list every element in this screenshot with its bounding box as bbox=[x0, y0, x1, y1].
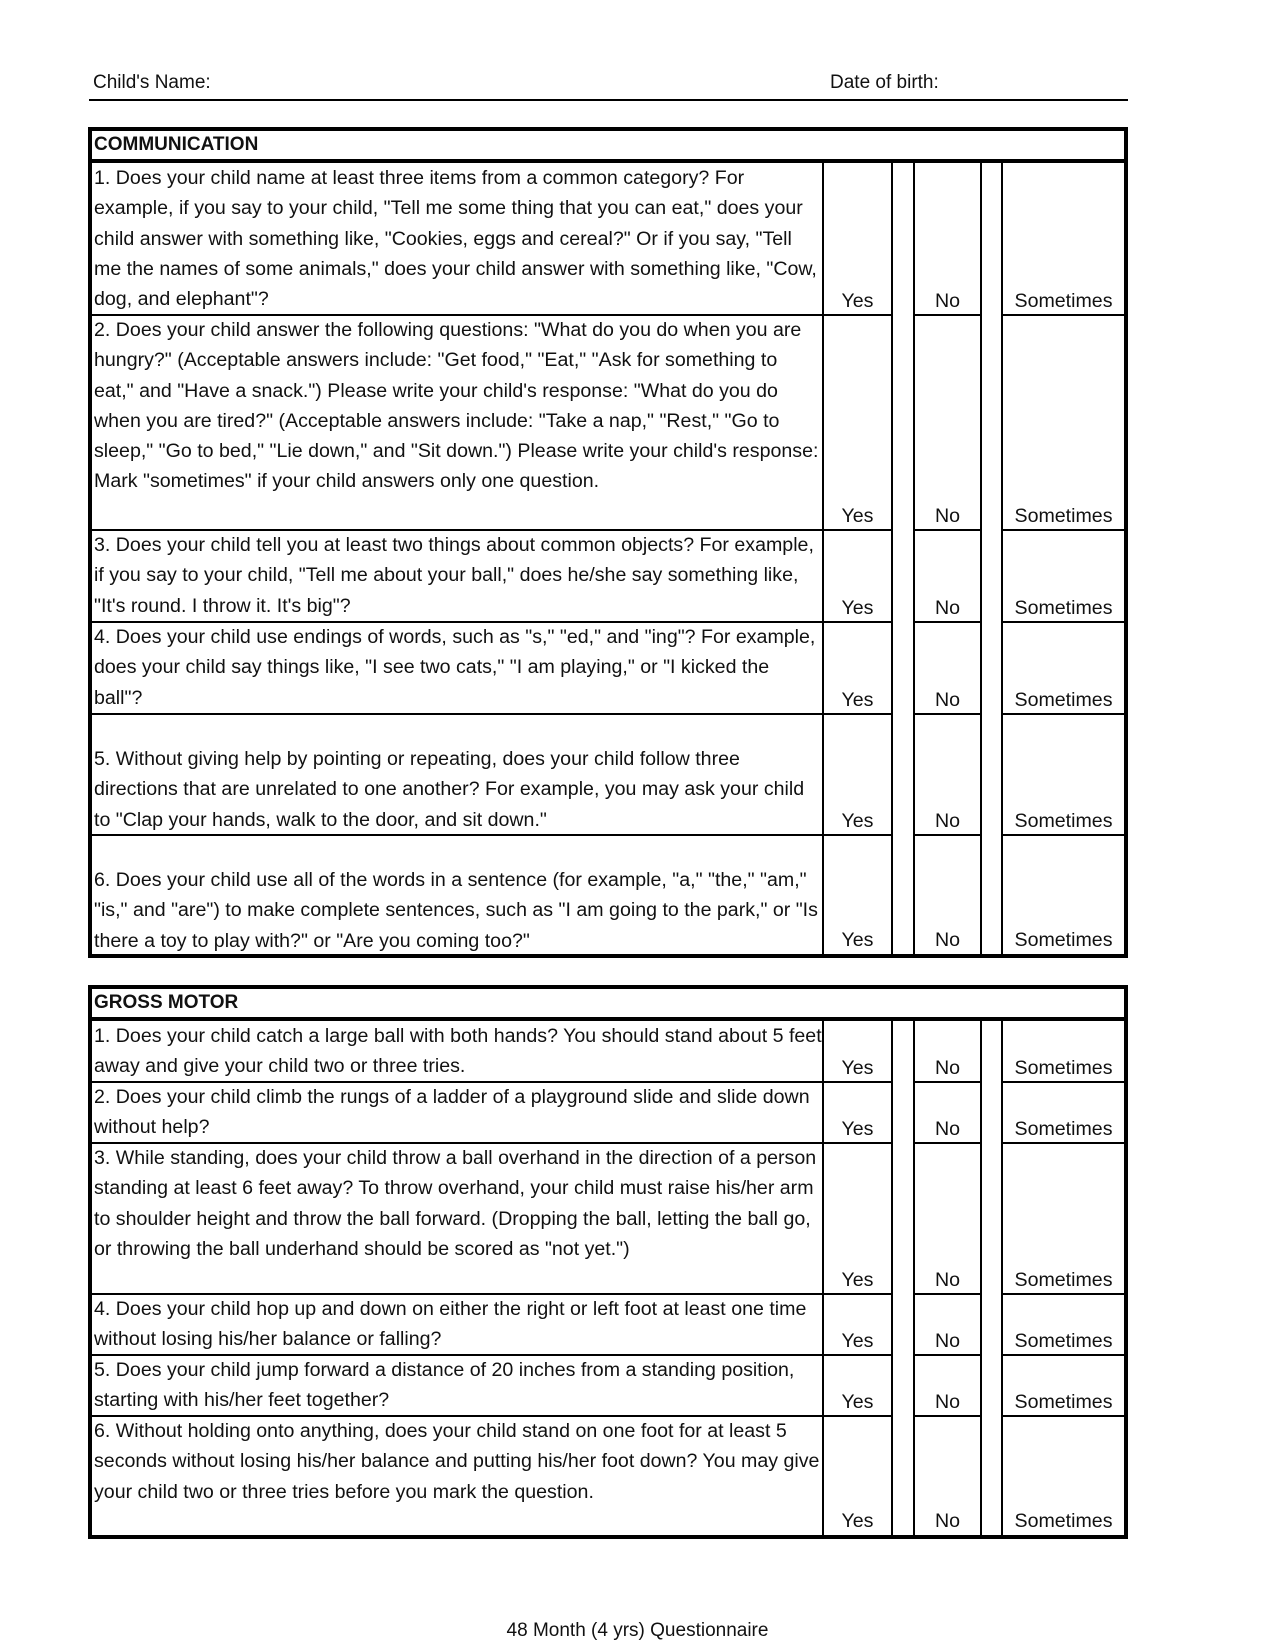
question-row bbox=[92, 315, 1124, 530]
question-row bbox=[92, 622, 1124, 714]
question-text: 4. Does your child use endings of words, such as "s," "ed," and "ing"? For example, does your child say things like, "I see two cats," "I am playing," or "I kicked the ball"? bbox=[92, 622, 824, 714]
question-text: 2. Does your child climb the rungs of a ladder of a playground slide and slide down without help? bbox=[92, 1082, 824, 1143]
answer-sometimes[interactable]: Sometimes bbox=[1001, 714, 1124, 835]
answer-sometimes[interactable]: Sometimes bbox=[1001, 1021, 1124, 1082]
question-text: 4. Does your child hop up and down on either the right or left foot at least one time without losing his/her balance or falling? bbox=[92, 1294, 824, 1355]
section-gross-motor bbox=[88, 985, 1128, 1539]
child-name-label: Child's Name: bbox=[93, 72, 211, 93]
question-text: 1. Does your child name at least three items from a common category? For example, if you say to your child, "Tell me some thing that you can eat," does your child answer with something like, "Cookies, eggs and cereal?" Or if you say, "Tell me the names of some animals," does your child answer with something like, "Cow, dog, and elephant"? bbox=[92, 163, 824, 315]
answer-no[interactable]: No bbox=[913, 714, 982, 835]
answer-yes[interactable]: Yes bbox=[824, 315, 893, 530]
answer-no[interactable]: No bbox=[913, 1416, 982, 1535]
answer-no[interactable]: No bbox=[913, 315, 982, 530]
answer-yes[interactable]: Yes bbox=[824, 163, 893, 315]
question-row bbox=[92, 714, 1124, 835]
question-text: 2. Does your child answer the following questions: "What do you do when you are hungry?" (Acceptable answers include: "Get food," "Eat," "Ask for something to eat," and "Have a snack.") Please write your child's response: "What do you do when you are tired?" (Acceptable answers include: "Take a nap," "Rest," "Go to sleep," "Go to bed," "Lie down," and "Sit down.") Please write your child's response: Mark "sometimes" if your child answers only one question. bbox=[92, 315, 824, 530]
question-text: 6. Without holding onto anything, does your child stand on one foot for at least 5 seconds without losing his/her balance and putting his/her foot down? You may give your child two or three tries before you mark the question. bbox=[92, 1416, 824, 1535]
answer-no[interactable]: No bbox=[913, 1143, 982, 1294]
answer-sometimes[interactable]: Sometimes bbox=[1001, 835, 1124, 954]
answer-no[interactable]: No bbox=[913, 1021, 982, 1082]
answer-no[interactable]: No bbox=[913, 163, 982, 315]
section-title: GROSS MOTOR bbox=[92, 989, 1124, 1021]
answer-sometimes[interactable]: Sometimes bbox=[1001, 1143, 1124, 1294]
question-row bbox=[92, 163, 1124, 315]
question-text: 1. Does your child catch a large ball with both hands? You should stand about 5 feet away and give your child two or three tries. bbox=[92, 1021, 824, 1082]
section-communication bbox=[88, 127, 1128, 958]
answer-yes[interactable]: Yes bbox=[824, 1082, 893, 1143]
answer-yes[interactable]: Yes bbox=[824, 835, 893, 954]
question-row bbox=[92, 1082, 1124, 1143]
answer-sometimes[interactable]: Sometimes bbox=[1001, 163, 1124, 315]
answer-yes[interactable]: Yes bbox=[824, 622, 893, 714]
page-footer-title: 48 Month (4 yrs) Questionnaire bbox=[506, 1620, 769, 1641]
answer-no[interactable]: No bbox=[913, 835, 982, 954]
answer-yes[interactable]: Yes bbox=[824, 714, 893, 835]
question-text: 3. Does your child tell you at least two things about common objects? For example, if you say to your child, "Tell me about your ball," does he/she say something like, "It's round. I throw it. It's big"? bbox=[92, 530, 824, 622]
question-row bbox=[92, 1416, 1124, 1535]
answer-sometimes[interactable]: Sometimes bbox=[1001, 315, 1124, 530]
question-row bbox=[92, 1021, 1124, 1082]
answer-no[interactable]: No bbox=[913, 1082, 982, 1143]
dob-label: Date of birth: bbox=[830, 72, 939, 93]
answer-yes[interactable]: Yes bbox=[824, 530, 893, 622]
question-text: 5. Does your child jump forward a distance of 20 inches from a standing position, starting with his/her feet together? bbox=[92, 1355, 824, 1416]
answer-sometimes[interactable]: Sometimes bbox=[1001, 1082, 1124, 1143]
question-text: 3. While standing, does your child throw a ball overhand in the direction of a person standing at least 6 feet away? To throw overhand, your child must raise his/her arm to shoulder height and throw the ball forward. (Dropping the ball, letting the ball go, or throwing the ball underhand should be scored as "not yet.") bbox=[92, 1143, 824, 1294]
question-row bbox=[92, 1355, 1124, 1416]
answer-yes[interactable]: Yes bbox=[824, 1355, 893, 1416]
form-header bbox=[89, 66, 1128, 101]
answer-sometimes[interactable]: Sometimes bbox=[1001, 622, 1124, 714]
question-text: 6. Does your child use all of the words in a sentence (for example, "a," "the," "am," "is," and "are") to make complete sentences, such as "I am going to the park," or "Is there a toy to play with?" or "Are you coming too?" bbox=[92, 835, 824, 954]
question-text: 5. Without giving help by pointing or repeating, does your child follow three directions that are unrelated to one another? For example, you may ask your child to "Clap your hands, walk to the door, and sit down." bbox=[92, 714, 824, 835]
section-title: COMMUNICATION bbox=[92, 131, 1124, 163]
answer-yes[interactable]: Yes bbox=[824, 1294, 893, 1355]
answer-yes[interactable]: Yes bbox=[824, 1143, 893, 1294]
answer-no[interactable]: No bbox=[913, 1355, 982, 1416]
answer-sometimes[interactable]: Sometimes bbox=[1001, 530, 1124, 622]
answer-sometimes[interactable]: Sometimes bbox=[1001, 1416, 1124, 1535]
question-row bbox=[92, 1294, 1124, 1355]
question-row bbox=[92, 835, 1124, 954]
answer-no[interactable]: No bbox=[913, 530, 982, 622]
answer-sometimes[interactable]: Sometimes bbox=[1001, 1294, 1124, 1355]
question-row bbox=[92, 1143, 1124, 1294]
answer-sometimes[interactable]: Sometimes bbox=[1001, 1355, 1124, 1416]
question-row bbox=[92, 530, 1124, 622]
answer-no[interactable]: No bbox=[913, 622, 982, 714]
answer-yes[interactable]: Yes bbox=[824, 1021, 893, 1082]
answer-yes[interactable]: Yes bbox=[824, 1416, 893, 1535]
answer-no[interactable]: No bbox=[913, 1294, 982, 1355]
